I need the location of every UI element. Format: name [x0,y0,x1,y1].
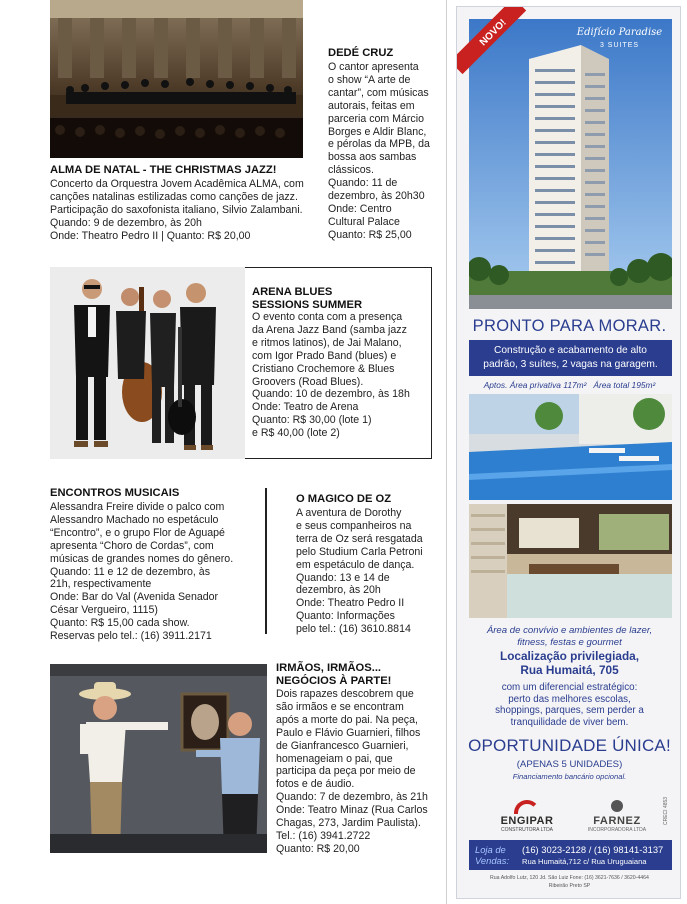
new-badge-label: NOVO! [477,17,509,49]
gourmet-image [469,504,672,618]
ad-oportunidade: OPORTUNIDADE ÚNICA! [468,736,671,755]
theatre-photo [50,664,267,853]
ad-diferencial: com um diferencial estratégico: perto das melhores escolas, shoppings, parques, sem perder a tranquilidade de viver bem. [495,682,644,728]
ad-area-line: Aptos. Área privativa 117m² Área total 195m² [483,380,656,390]
ad-amenities: Área de convívio e ambientes de lazer, fitness, festas e gourmet [486,625,653,648]
event-title-alma: ALMA DE NATAL - THE CHRISTMAS JAZZ! [50,164,277,176]
logo-script: Edifício Paradise [576,27,663,38]
gutter-line [446,0,447,904]
engipar-mark-icon [514,800,540,814]
sales-label-1: Loja de [475,844,506,855]
farnez-mark-icon [611,800,623,812]
event-title-oz: O MAGICO DE OZ [296,493,392,505]
sales-label-2: Vendas: [475,855,510,866]
pool-image [469,394,672,500]
engipar-logo: ENGIPAR CONSTRUTORA LTDA [487,800,567,833]
real-estate-ad [456,6,681,899]
orchestra-photo [50,0,303,158]
ad-location: Localização privilegiada, Rua Humaitá, 705 [500,649,639,677]
column-divider [265,488,267,634]
ad-feature-band: Construção e acabamento de alto padrão, 3 suítes, 2 vagas na garagem. [469,340,672,376]
event-text-encontros: Alessandra Freire divide o palco com Alessandro Machado no espetáculo “Encontro”, e o grupo Flor de Aguapé apresenta “Choro de Cordas”, com músicas de grandes nomes do gênero. Quando: 11 e 12 de dezembro, às 21h, respectivamente Onde: Bar do Val (Avenida Senador César Vergueiro, 1115) Quanto: R$ 15,00 cada show. Reservas pelo tel.: (16) 3911.2171 [50,501,234,643]
ad-financing: Financiamento bancário opcional. [512,772,627,781]
ad-units: (APENAS 5 UNIDADES) [516,759,623,770]
event-text-dede: O cantor apresenta o show “A arte de cantar”, com músicas autorais, feitas em parceria com Márcio Borges e Aldir Blanc, e pérolas da MPB, da bossa aos sambas clássicos. Quando: 11 de dezembro, às 20h30 Onde: Centro Cultural Palace Quanto: R$ 25,00 [328,61,430,241]
sales-band [469,840,672,870]
event-title-irmaos: IRMÃOS, IRMÃOS... NEGÓCIOS À PARTE! [276,662,392,687]
sales-phones: (16) 3023-2128 / (16) 98141-3137 [522,844,664,855]
logo-sub: 3 SUITES [599,42,640,49]
ad-footer-2: Ribeirão Preto SP [548,883,591,889]
event-title-dede: DEDÉ CRUZ [328,47,394,59]
ad-headline: PRONTO PARA MORAR. [472,317,667,335]
event-title-arena: ARENA BLUES SESSIONS SUMMER [252,286,363,311]
event-text-oz: A aventura de Dorothy e seus companheiros na terra de Oz será resgatada pelo Studium Carla Petroni em espetáculo de dança. Quando: 13 e 14 de dezembro, às 20h Onde: Theatro Pedro II Quanto: Informações pelo tel.: (16) 3610.8814 [296,507,423,636]
band-photo [50,267,245,459]
ad-footer-1: Rua Adolfo Lutz, 120 Jd. São Luiz Fone: (16) 3621-7636 / 3620-4464 [490,875,649,881]
event-text-irmaos: Dois rapazes descobrem que são irmãos e se encontram após a morte do pai. Na peça, Paulo e Flávio Guarnieri, filhos de Gianfrancesco Guarnieri, homenageiam o pai, que participa da peça por meio de fotos e de áudio. Quando: 7 de dezembro, às 21h Onde: Teatro Minaz (Rua Carlos Chagas, 273, Jardim Paulista). Tel.: (16) 3941.2722 Quanto: R$ 20,00 [276,688,428,855]
building-logo [567,27,672,67]
creci-label: CRECI 4853 [663,796,669,825]
sales-address: Rua Humaitá,712 c/ Rua Uruguaiana [522,857,647,866]
farnez-logo: FARNEZ INCORPORADORA LTDA [577,800,657,833]
event-title-encontros: ENCONTROS MUSICAIS [50,487,180,499]
event-text-arena: O evento conta com a presença da Arena Jazz Band (samba jazz e ritmos latinos), de Jai Malano, com Igor Prado Band (blues) e Cristiano Crochemore & Blues Groovers (Road Blues). Quando: 10 de dezembro, às 18h Onde: Teatro de Arena Quanto: R$ 30,00 (lote 1) e R$ 40,00 (lote 2) [252,311,410,440]
event-text-alma: Concerto da Orquestra Jovem Acadêmica ALMA, com canções natalinas estilizadas como canções de jazz. Participação do saxofonista italiano, Silvio Zalambani. Quando: 9 de dezembro, às 20h Onde: Theatro Pedro II | Quanto: R$ 20,00 [50,178,304,242]
